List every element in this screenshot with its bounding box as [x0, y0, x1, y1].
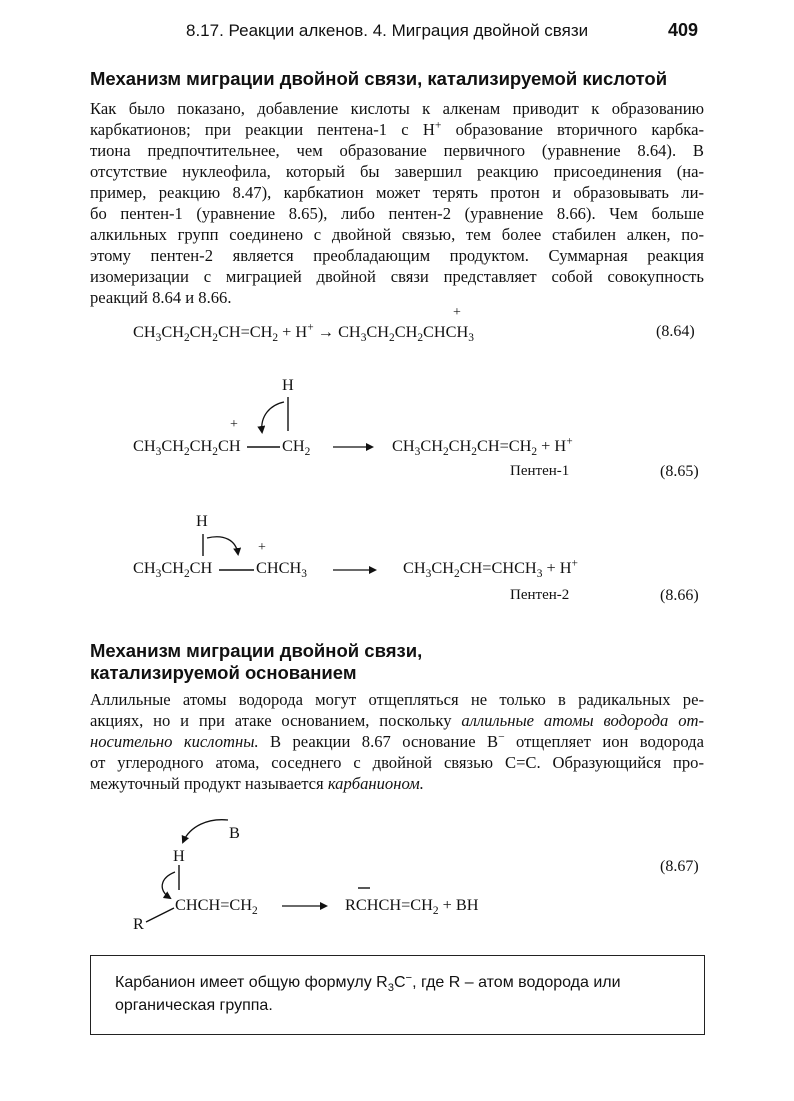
note-text: Карбанион имеет общую формулу $R_3C^-$, где R – атом водорода или органическая группа. — [115, 971, 621, 1014]
para-line: реакций 8.64 и 8.66. — [90, 288, 232, 307]
product-8-67: $RCHCH=CH_2$ + BH — [345, 895, 479, 917]
para-line: тиона предпочтительнее, чем образование первичного (уравнение 8.64). В — [90, 141, 704, 160]
charge-plus: + — [258, 540, 266, 555]
reactant-8-66: $CH_3CH_2CH$ — [133, 558, 213, 580]
product-name: Пентен-1 — [510, 463, 570, 479]
para-line: Как было показано, добавление кислоты к алкенам приводит к образованию — [90, 99, 704, 118]
para-line: отсутствие нуклеофила, который бы завершил реакцию присоединения (на- — [90, 162, 704, 181]
equation-number: (8.64) — [656, 323, 695, 340]
reactant-8-65: $CH_3CH_2CH_2CH$ — [133, 436, 241, 458]
hydrogen-label: H — [282, 375, 294, 394]
para-line: носительно кислотны. В реакции 8.67 основание B− отщепляет ион водорода — [90, 730, 704, 751]
running-header: 8.17. Реакции алкенов. 4. Миграция двойной связи — [186, 21, 589, 40]
para-line: бо пентен-1 (уравнение 8.65), либо пентен-2 (уравнение 8.66). Чем больше — [90, 204, 704, 223]
electron-arrow — [262, 402, 284, 432]
reactant-8-65-ch2: $CH_2$ — [282, 436, 311, 458]
para-line: алкильных групп соединено с двойной связью, тем более стабилен алкен, по- — [90, 225, 704, 244]
para-line: изомеризации с миграцией двойной связи представляет собой совокупность — [90, 267, 704, 286]
product-8-65: $CH_3CH_2CH_2CH=CH_2 + H^+$ — [392, 435, 573, 458]
base-label: B — [229, 823, 240, 842]
para-line: пример, реакцию 8.47), карбкатион может терять протон и образовывать ли- — [90, 183, 704, 202]
hydrogen-label: H — [196, 511, 208, 530]
para-line: Аллильные атомы водорода могут отщепляться не только в радикальных ре- — [90, 690, 704, 709]
reactant-8-67: $CHCH=CH_2$ — [175, 895, 258, 917]
charge-plus: + — [453, 305, 461, 320]
note-box — [90, 955, 705, 1035]
equation-number: (8.66) — [660, 587, 699, 604]
para-line: акциях, но и при атаке основанием, поскольку аллильные атомы водорода от- — [90, 711, 705, 730]
product-8-66: $CH_3CH_2CH=CHCH_3 + H^+$ — [403, 557, 578, 580]
para-line: от углеродного атома, соседнего с двойной связью C=C. Образующийся про- — [90, 753, 704, 772]
para-line: межуточный продукт называется карбанионом. — [90, 774, 424, 793]
equation-8-64: $CH_3CH_2CH_2CH=CH_2 + H^+$ → $CH_3CH_2CH_2CHCH_3$ — [133, 321, 474, 344]
page-number: 409 — [668, 20, 699, 40]
para-line: карбкатионов; при реакции пентена-1 с H+ образование вторичного карбка- — [90, 118, 705, 139]
electron-arrow — [162, 872, 175, 898]
reactant-8-66-chch3: $CHCH_3$ — [256, 558, 307, 580]
base-attack-arrow — [183, 820, 228, 842]
equation-number: (8.67) — [660, 858, 699, 875]
section-heading-base: Механизм миграции двойной связи, катализируемой основанием — [90, 640, 423, 683]
charge-plus: + — [230, 417, 238, 432]
hydrogen-label: H — [173, 846, 185, 865]
electron-arrow — [207, 537, 238, 554]
para-line: этому пентен-2 является преобладающим продуктом. Суммарная реакция — [90, 246, 704, 265]
r-c-bond — [146, 908, 174, 922]
product-name: Пентен-2 — [510, 587, 570, 603]
equation-number: (8.65) — [660, 463, 699, 480]
r-group-label: R — [133, 914, 144, 933]
section-heading-acid: Механизм миграции двойной связи, катализируемой кислотой — [90, 68, 668, 89]
